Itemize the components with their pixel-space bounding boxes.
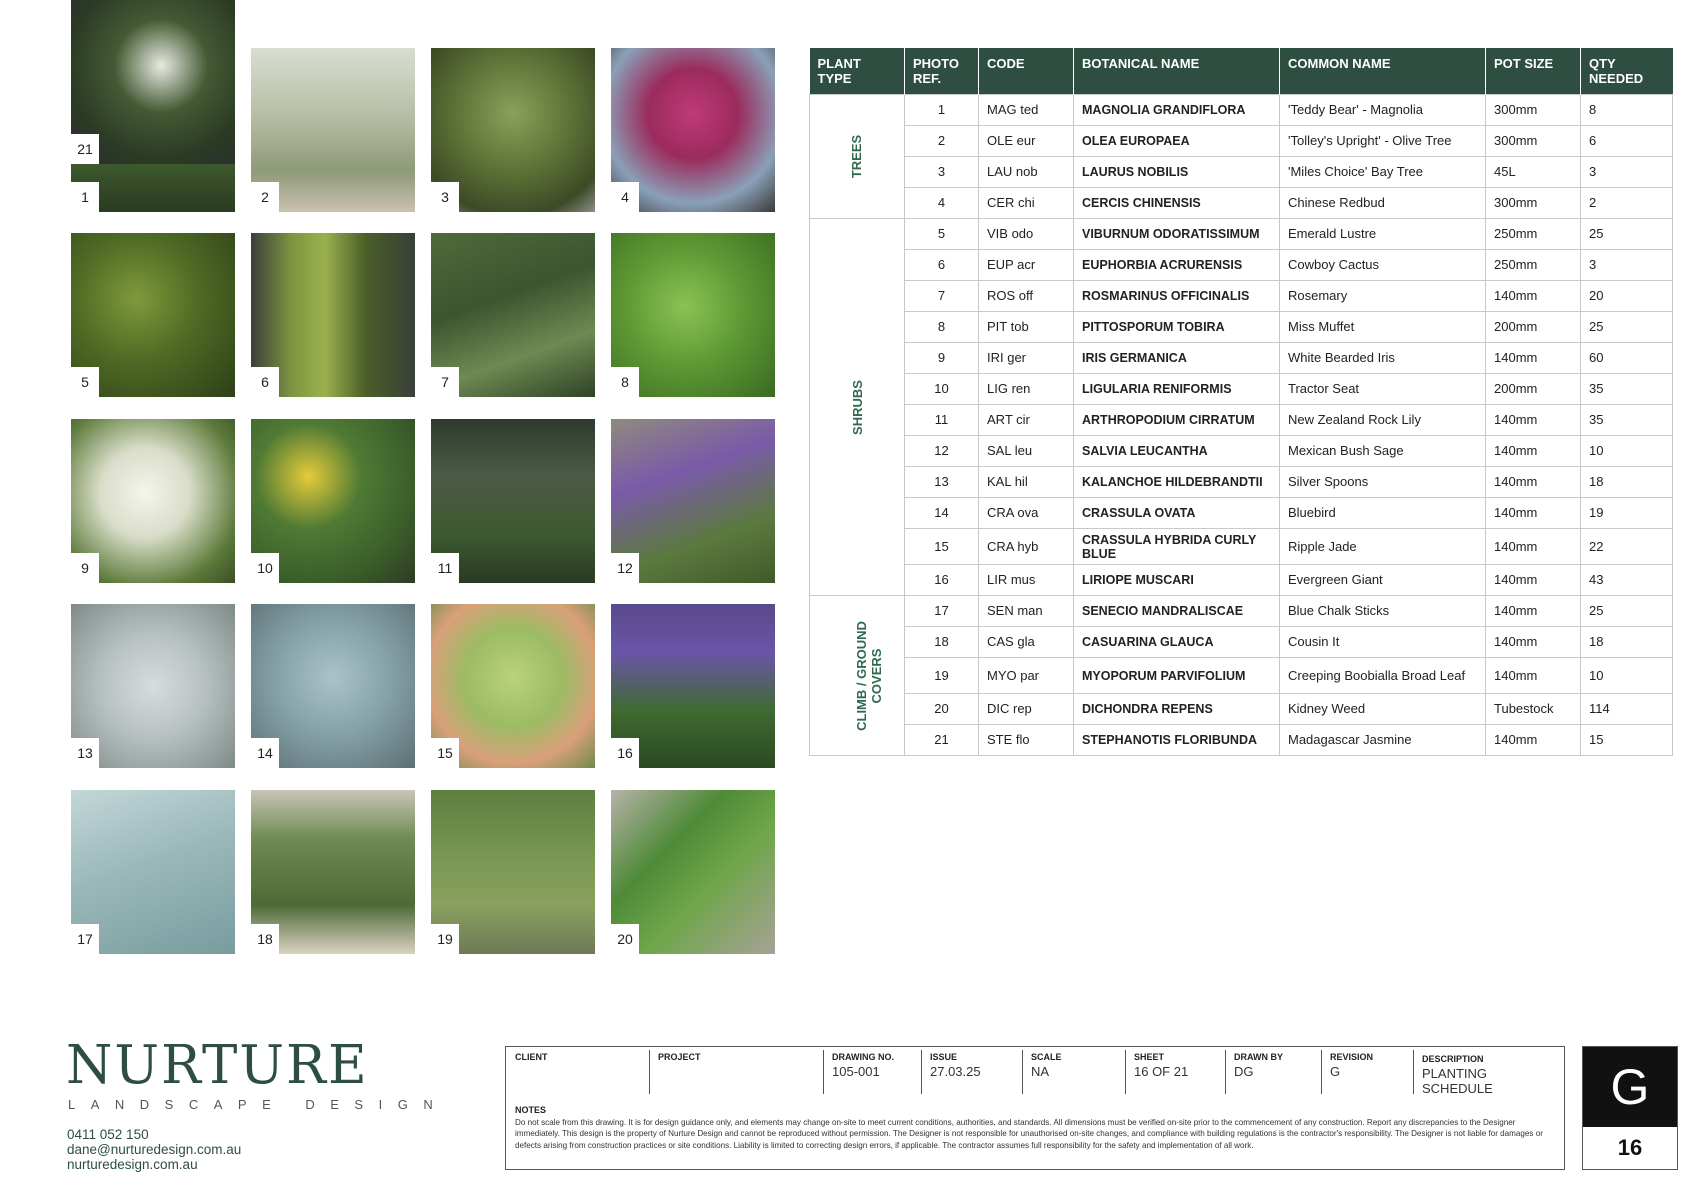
cell-code: CER chi bbox=[979, 188, 1074, 219]
cell-qty: 3 bbox=[1581, 157, 1673, 188]
table-row bbox=[810, 281, 1673, 312]
plant-photo bbox=[611, 790, 775, 954]
plant-photo bbox=[71, 790, 235, 954]
plant-type-label: SHRUBS bbox=[849, 379, 865, 435]
cell-code: KAL hil bbox=[979, 467, 1074, 498]
cell-pot-size: 140mm bbox=[1486, 467, 1581, 498]
revision-letter: G bbox=[1583, 1047, 1677, 1127]
cell-qty: 114 bbox=[1581, 694, 1673, 725]
cell-botanical-name: LIGULARIA RENIFORMIS bbox=[1074, 374, 1280, 405]
brand-tagline: LANDSCAPE DESIGN bbox=[68, 1097, 449, 1112]
cell-botanical-name: SENECIO MANDRALISCAE bbox=[1074, 596, 1280, 627]
cell-photo-ref: 21 bbox=[905, 725, 979, 756]
cell-code: IRI ger bbox=[979, 343, 1074, 374]
cell-qty: 25 bbox=[1581, 219, 1673, 250]
plant-type-group bbox=[810, 219, 905, 596]
header-common-name: COMMON NAME bbox=[1280, 48, 1486, 95]
cell-pot-size: 250mm bbox=[1486, 219, 1581, 250]
cell-qty: 18 bbox=[1581, 467, 1673, 498]
cell-photo-ref: 13 bbox=[905, 467, 979, 498]
cell-qty: 60 bbox=[1581, 343, 1673, 374]
cell-pot-size: 140mm bbox=[1486, 498, 1581, 529]
plant-photo bbox=[71, 604, 235, 768]
cell-common-name: New Zealand Rock Lily bbox=[1280, 405, 1486, 436]
sheet-value: 16 OF 21 bbox=[1134, 1064, 1189, 1079]
cell-photo-ref: 9 bbox=[905, 343, 979, 374]
cell-photo-ref: 18 bbox=[905, 627, 979, 658]
cell-code: PIT tob bbox=[979, 312, 1074, 343]
scale-cell: SCALE NA bbox=[1022, 1047, 1125, 1095]
cell-common-name: Blue Chalk Sticks bbox=[1280, 596, 1486, 627]
photo-ref-number: 5 bbox=[71, 367, 99, 397]
plant-photo bbox=[431, 790, 595, 954]
table-row bbox=[810, 694, 1673, 725]
header-code: CODE bbox=[979, 48, 1074, 95]
cell-common-name: 'Miles Choice' Bay Tree bbox=[1280, 157, 1486, 188]
cell-common-name: Chinese Redbud bbox=[1280, 188, 1486, 219]
cell-botanical-name: LAURUS NOBILIS bbox=[1074, 157, 1280, 188]
cell-common-name: Tractor Seat bbox=[1280, 374, 1486, 405]
table-row bbox=[810, 312, 1673, 343]
cell-qty: 35 bbox=[1581, 405, 1673, 436]
cell-photo-ref: 10 bbox=[905, 374, 979, 405]
photo-ref-number: 14 bbox=[251, 738, 279, 768]
cell-common-name: Emerald Lustre bbox=[1280, 219, 1486, 250]
photo-ref-number: 4 bbox=[611, 182, 639, 212]
photo-ref-number: 11 bbox=[431, 553, 459, 583]
plant-photo bbox=[251, 48, 415, 212]
photo-ref-number: 1 bbox=[71, 182, 99, 212]
client-cell: CLIENT bbox=[515, 1052, 548, 1062]
cell-qty: 35 bbox=[1581, 374, 1673, 405]
revision-sheet-box bbox=[1582, 1046, 1678, 1170]
sheet-number: 16 bbox=[1617, 1135, 1643, 1160]
cell-pot-size: 200mm bbox=[1486, 312, 1581, 343]
photo-ref-number: 10 bbox=[251, 553, 279, 583]
plant-type-label: CLIMB / GROUND COVERS bbox=[854, 620, 884, 731]
cell-photo-ref: 16 bbox=[905, 565, 979, 596]
cell-code: MAG ted bbox=[979, 95, 1074, 126]
cell-common-name: Silver Spoons bbox=[1280, 467, 1486, 498]
photo-ref-number: 9 bbox=[71, 553, 99, 583]
cell-qty: 25 bbox=[1581, 596, 1673, 627]
cell-code: SEN man bbox=[979, 596, 1074, 627]
cell-botanical-name: STEPHANOTIS FLORIBUNDA bbox=[1074, 725, 1280, 756]
header-plant-type: PLANT TYPE bbox=[810, 48, 905, 95]
table-row bbox=[810, 596, 1673, 627]
photo-ref-number: 12 bbox=[611, 553, 639, 583]
cell-qty: 8 bbox=[1581, 95, 1673, 126]
cell-common-name: Bluebird bbox=[1280, 498, 1486, 529]
plant-type-group bbox=[810, 95, 905, 219]
cell-botanical-name: EUPHORBIA ACRURENSIS bbox=[1074, 250, 1280, 281]
cell-photo-ref: 7 bbox=[905, 281, 979, 312]
table-row bbox=[810, 343, 1673, 374]
notes-section bbox=[515, 1105, 1555, 1151]
contact-email: dane@nurturedesign.com.au bbox=[67, 1142, 242, 1157]
cell-pot-size: 45L bbox=[1486, 157, 1581, 188]
cell-pot-size: 140mm bbox=[1486, 281, 1581, 312]
table-body bbox=[810, 95, 1673, 756]
cell-pot-size: 200mm bbox=[1486, 374, 1581, 405]
cell-pot-size: 140mm bbox=[1486, 565, 1581, 596]
plant-photo bbox=[611, 48, 775, 212]
table-row bbox=[810, 219, 1673, 250]
description-cell: DESCRIPTION PLANTING SCHEDULE bbox=[1413, 1047, 1563, 1095]
cell-code: LIR mus bbox=[979, 565, 1074, 596]
cell-pot-size: 300mm bbox=[1486, 126, 1581, 157]
photo-ref-number: 8 bbox=[611, 367, 639, 397]
table-row bbox=[810, 250, 1673, 281]
cell-pot-size: 140mm bbox=[1486, 436, 1581, 467]
plant-type-group bbox=[810, 596, 905, 756]
cell-code: ROS off bbox=[979, 281, 1074, 312]
cell-qty: 6 bbox=[1581, 126, 1673, 157]
contact-phone: 0411 052 150 bbox=[67, 1127, 149, 1142]
cell-pot-size: 140mm bbox=[1486, 405, 1581, 436]
cell-common-name: Madagascar Jasmine bbox=[1280, 725, 1486, 756]
cell-code: ART cir bbox=[979, 405, 1074, 436]
plant-photo bbox=[431, 48, 595, 212]
cell-pot-size: 140mm bbox=[1486, 596, 1581, 627]
cell-botanical-name: KALANCHOE HILDEBRANDTII bbox=[1074, 467, 1280, 498]
cell-photo-ref: 11 bbox=[905, 405, 979, 436]
cell-qty: 43 bbox=[1581, 565, 1673, 596]
photo-ref-number: 16 bbox=[611, 738, 639, 768]
cell-code: SAL leu bbox=[979, 436, 1074, 467]
cell-code: OLE eur bbox=[979, 126, 1074, 157]
cell-code: CAS gla bbox=[979, 627, 1074, 658]
contact-website: nurturedesign.com.au bbox=[67, 1157, 198, 1172]
plant-photo bbox=[611, 233, 775, 397]
table-row bbox=[810, 658, 1673, 694]
cell-botanical-name: OLEA EUROPAEA bbox=[1074, 126, 1280, 157]
photo-ref-number: 15 bbox=[431, 738, 459, 768]
photo-ref-number: 3 bbox=[431, 182, 459, 212]
cell-common-name: Cowboy Cactus bbox=[1280, 250, 1486, 281]
cell-common-name: Ripple Jade bbox=[1280, 529, 1486, 565]
cell-botanical-name: MAGNOLIA GRANDIFLORA bbox=[1074, 95, 1280, 126]
plant-photo bbox=[251, 233, 415, 397]
plant-photo bbox=[431, 419, 595, 583]
cell-code: MYO par bbox=[979, 658, 1074, 694]
plant-type-label: TREES bbox=[849, 134, 865, 179]
cell-code: LIG ren bbox=[979, 374, 1074, 405]
header-qty-needed: QTY NEEDED bbox=[1581, 48, 1673, 95]
cell-common-name: Miss Muffet bbox=[1280, 312, 1486, 343]
cell-photo-ref: 19 bbox=[905, 658, 979, 694]
photo-ref-number: 7 bbox=[431, 367, 459, 397]
plant-photo bbox=[611, 604, 775, 768]
cell-common-name: White Bearded Iris bbox=[1280, 343, 1486, 374]
cell-photo-ref: 17 bbox=[905, 596, 979, 627]
table-row bbox=[810, 157, 1673, 188]
cell-qty: 10 bbox=[1581, 436, 1673, 467]
cell-photo-ref: 14 bbox=[905, 498, 979, 529]
drawing-no-cell: DRAWING NO. 105-001 bbox=[823, 1047, 921, 1095]
cell-pot-size: 140mm bbox=[1486, 627, 1581, 658]
cell-photo-ref: 5 bbox=[905, 219, 979, 250]
table-row bbox=[810, 126, 1673, 157]
cell-common-name: Rosemary bbox=[1280, 281, 1486, 312]
cell-pot-size: 140mm bbox=[1486, 725, 1581, 756]
cell-pot-size: 140mm bbox=[1486, 529, 1581, 565]
table-row bbox=[810, 405, 1673, 436]
cell-code: CRA ova bbox=[979, 498, 1074, 529]
planting-schedule-table bbox=[809, 48, 1673, 756]
header-photo-ref: PHOTO REF. bbox=[905, 48, 979, 95]
cell-qty: 19 bbox=[1581, 498, 1673, 529]
scale-value: NA bbox=[1031, 1064, 1050, 1079]
cell-common-name: 'Teddy Bear' - Magnolia bbox=[1280, 95, 1486, 126]
cell-botanical-name: VIBURNUM ODORATISSIMUM bbox=[1074, 219, 1280, 250]
revision-value: G bbox=[1330, 1064, 1341, 1079]
cell-botanical-name: CRASSULA OVATA bbox=[1074, 498, 1280, 529]
drawn-by-cell: DRAWN BY DG bbox=[1225, 1047, 1321, 1095]
cell-pot-size: 300mm bbox=[1486, 188, 1581, 219]
cell-photo-ref: 15 bbox=[905, 529, 979, 565]
cell-code: VIB odo bbox=[979, 219, 1074, 250]
cell-pot-size: 140mm bbox=[1486, 658, 1581, 694]
table-row bbox=[810, 498, 1673, 529]
table-row bbox=[810, 188, 1673, 219]
cell-photo-ref: 20 bbox=[905, 694, 979, 725]
cell-photo-ref: 8 bbox=[905, 312, 979, 343]
table-row bbox=[810, 725, 1673, 756]
cell-botanical-name: MYOPORUM PARVIFOLIUM bbox=[1074, 658, 1280, 694]
cell-qty: 18 bbox=[1581, 627, 1673, 658]
plant-photo bbox=[431, 233, 595, 397]
header-botanical-name: BOTANICAL NAME bbox=[1074, 48, 1280, 95]
photo-ref-number: 2 bbox=[251, 182, 279, 212]
revision-cell: REVISION G bbox=[1321, 1047, 1413, 1095]
cell-pot-size: 140mm bbox=[1486, 343, 1581, 374]
brand-logo: NURTURE bbox=[66, 1035, 369, 1096]
cell-common-name: Cousin It bbox=[1280, 627, 1486, 658]
cell-pot-size: 300mm bbox=[1486, 95, 1581, 126]
plant-photo bbox=[71, 233, 235, 397]
table-row bbox=[810, 565, 1673, 596]
cell-botanical-name: CRASSULA HYBRIDA CURLY BLUE bbox=[1074, 529, 1280, 565]
plant-photo bbox=[71, 419, 235, 583]
photo-ref-number: 17 bbox=[71, 924, 99, 954]
photo-ref-number: 6 bbox=[251, 367, 279, 397]
cell-photo-ref: 3 bbox=[905, 157, 979, 188]
cell-photo-ref: 4 bbox=[905, 188, 979, 219]
notes-label: NOTES bbox=[515, 1105, 547, 1115]
cell-botanical-name: LIRIOPE MUSCARI bbox=[1074, 565, 1280, 596]
cell-photo-ref: 2 bbox=[905, 126, 979, 157]
cell-pot-size: Tubestock bbox=[1486, 694, 1581, 725]
photo-ref-number: 18 bbox=[251, 924, 279, 954]
cell-qty: 3 bbox=[1581, 250, 1673, 281]
cell-botanical-name: PITTOSPORUM TOBIRA bbox=[1074, 312, 1280, 343]
project-cell: PROJECT bbox=[658, 1052, 701, 1062]
cell-photo-ref: 1 bbox=[905, 95, 979, 126]
table-row bbox=[810, 95, 1673, 126]
cell-common-name: 'Tolley's Upright' - Olive Tree bbox=[1280, 126, 1486, 157]
description-value: PLANTING SCHEDULE bbox=[1422, 1066, 1493, 1096]
cell-photo-ref: 12 bbox=[905, 436, 979, 467]
plant-photo bbox=[71, 0, 235, 164]
table-row bbox=[810, 467, 1673, 498]
cell-code: STE flo bbox=[979, 725, 1074, 756]
cell-botanical-name: IRIS GERMANICA bbox=[1074, 343, 1280, 374]
title-block bbox=[505, 1046, 1565, 1170]
cell-botanical-name: SALVIA LEUCANTHA bbox=[1074, 436, 1280, 467]
issue-value: 27.03.25 bbox=[930, 1064, 981, 1079]
cell-botanical-name: DICHONDRA REPENS bbox=[1074, 694, 1280, 725]
cell-botanical-name: ARTHROPODIUM CIRRATUM bbox=[1074, 405, 1280, 436]
sheet-cell: SHEET 16 OF 21 bbox=[1125, 1047, 1225, 1095]
cell-qty: 20 bbox=[1581, 281, 1673, 312]
cell-botanical-name: ROSMARINUS OFFICINALIS bbox=[1074, 281, 1280, 312]
photo-ref-number: 13 bbox=[71, 738, 99, 768]
photo-ref-number: 20 bbox=[611, 924, 639, 954]
table-row bbox=[810, 374, 1673, 405]
plant-photo bbox=[431, 604, 595, 768]
photo-ref-number: 19 bbox=[431, 924, 459, 954]
table-header-row bbox=[810, 48, 1673, 95]
table-row bbox=[810, 436, 1673, 467]
notes-text: Do not scale from this drawing. It is for design guidance only, and elements may change on-site to meet current conditions, authorities, and standards. All dimensions must be verified on-site prior to the commencement of any construction. Report any discrepancies to the Designer immediately. This design is the property of Nurture Design and cannot be reproduced without permission. The Designer is not responsible for unauthorised on-site changes, and compliance with building regulations is the contractor's responsibility. The Designer is not liable for damages or defects arising from construction practices or site conditions. Liability is limited to correcting design errors, if applicable. The contractor assumes full responsibility for the safety and implementation of all work. bbox=[515, 1118, 1543, 1150]
drawing-no-value: 105-001 bbox=[832, 1064, 880, 1079]
table-row bbox=[810, 627, 1673, 658]
cell-code: EUP acr bbox=[979, 250, 1074, 281]
cell-qty: 25 bbox=[1581, 312, 1673, 343]
cell-qty: 22 bbox=[1581, 529, 1673, 565]
plant-photo bbox=[611, 419, 775, 583]
cell-botanical-name: CERCIS CHINENSIS bbox=[1074, 188, 1280, 219]
table-row bbox=[810, 529, 1673, 565]
cell-common-name: Creeping Boobialla Broad Leaf bbox=[1280, 658, 1486, 694]
cell-qty: 10 bbox=[1581, 658, 1673, 694]
cell-code: LAU nob bbox=[979, 157, 1074, 188]
cell-pot-size: 250mm bbox=[1486, 250, 1581, 281]
cell-code: CRA hyb bbox=[979, 529, 1074, 565]
cell-code: DIC rep bbox=[979, 694, 1074, 725]
photo-ref-number: 21 bbox=[71, 134, 99, 164]
cell-common-name: Kidney Weed bbox=[1280, 694, 1486, 725]
cell-botanical-name: CASUARINA GLAUCA bbox=[1074, 627, 1280, 658]
header-pot-size: POT SIZE bbox=[1486, 48, 1581, 95]
plant-photo bbox=[251, 790, 415, 954]
cell-qty: 15 bbox=[1581, 725, 1673, 756]
cell-qty: 2 bbox=[1581, 188, 1673, 219]
drawn-by-value: DG bbox=[1234, 1064, 1254, 1079]
cell-common-name: Evergreen Giant bbox=[1280, 565, 1486, 596]
issue-cell: ISSUE 27.03.25 bbox=[921, 1047, 1022, 1095]
plant-photo bbox=[251, 604, 415, 768]
plant-photo bbox=[251, 419, 415, 583]
cell-common-name: Mexican Bush Sage bbox=[1280, 436, 1486, 467]
cell-photo-ref: 6 bbox=[905, 250, 979, 281]
